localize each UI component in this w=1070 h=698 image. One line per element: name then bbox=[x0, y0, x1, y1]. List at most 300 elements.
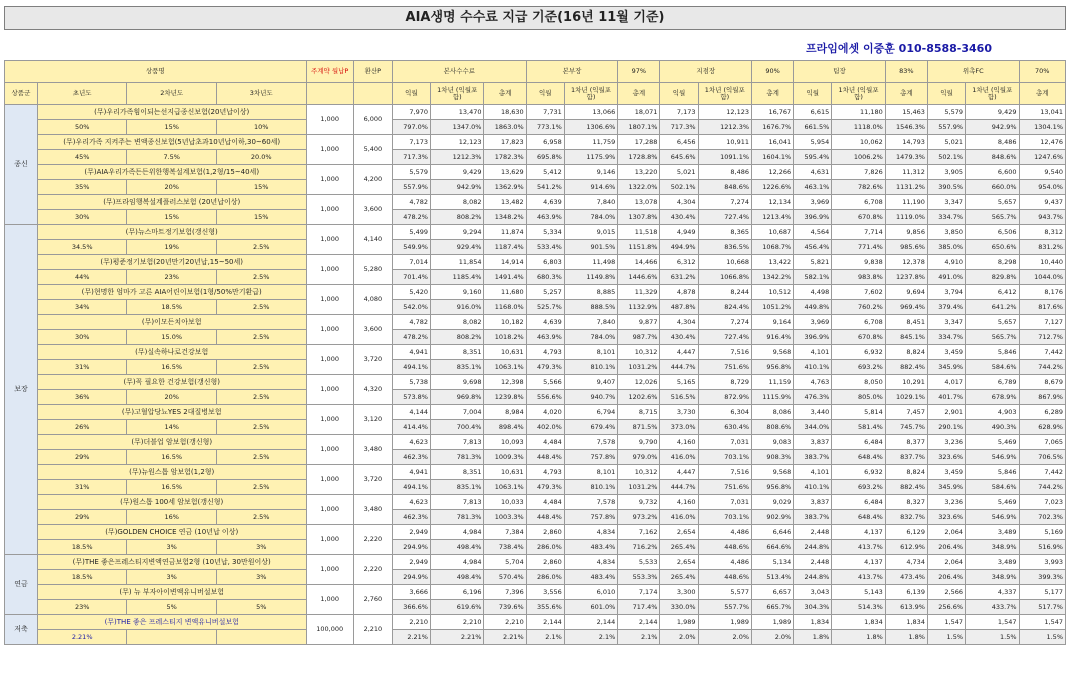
commission-amount: 2,654 bbox=[660, 555, 698, 570]
conversion-value: 3,600 bbox=[353, 195, 392, 225]
commission-rate: 985.6% bbox=[885, 240, 927, 255]
conversion-value: 5,400 bbox=[353, 135, 392, 165]
commission-amount: 4,484 bbox=[526, 435, 564, 450]
commission-rate: 1304.1% bbox=[1019, 120, 1065, 135]
category-label: 연금 bbox=[5, 555, 38, 615]
year-rate: 16% bbox=[127, 510, 217, 525]
product-name: (무)실속하나로건강보험 bbox=[37, 345, 306, 360]
product-rate-row bbox=[5, 450, 1066, 465]
product-rate-row bbox=[5, 570, 1066, 585]
commission-rate: 502.1% bbox=[927, 150, 965, 165]
commission-rate: 1807.1% bbox=[618, 120, 660, 135]
commission-amount: 9,160 bbox=[430, 285, 484, 300]
premium-value: 1,000 bbox=[306, 405, 353, 435]
commission-amount: 7,516 bbox=[698, 465, 752, 480]
commission-amount: 1,547 bbox=[966, 615, 1020, 630]
commission-rate: 330.0% bbox=[660, 600, 698, 615]
commission-rate: 969.4% bbox=[885, 300, 927, 315]
commission-rate: 650.6% bbox=[966, 240, 1020, 255]
commission-rate: 1187.4% bbox=[484, 240, 526, 255]
commission-rate: 345.9% bbox=[927, 480, 965, 495]
commission-rate: 619.6% bbox=[430, 600, 484, 615]
commission-amount: 7,442 bbox=[1019, 345, 1065, 360]
commission-rate: 808.2% bbox=[430, 210, 484, 225]
commission-amount: 14,914 bbox=[484, 255, 526, 270]
commission-amount: 14,793 bbox=[885, 135, 927, 150]
commission-rate: 448.6% bbox=[698, 540, 752, 555]
commission-rate: 872.9% bbox=[698, 390, 752, 405]
commission-rate: 665.7% bbox=[752, 600, 794, 615]
commission-amount: 11,518 bbox=[618, 225, 660, 240]
commission-amount: 4,486 bbox=[698, 555, 752, 570]
commission-amount: 7,714 bbox=[832, 225, 886, 240]
commission-amount: 6,196 bbox=[430, 585, 484, 600]
commission-amount: 2,860 bbox=[526, 525, 564, 540]
commission-amount: 5,021 bbox=[660, 165, 698, 180]
commission-rate: 487.8% bbox=[660, 300, 698, 315]
commission-amount: 6,484 bbox=[832, 435, 886, 450]
premium-value: 1,000 bbox=[306, 435, 353, 465]
product-row bbox=[5, 285, 1066, 300]
commission-rate: 323.6% bbox=[927, 450, 965, 465]
commission-amount: 9,877 bbox=[618, 315, 660, 330]
commission-rate: 294.9% bbox=[392, 540, 430, 555]
commission-amount: 3,969 bbox=[794, 195, 832, 210]
header-group-branch: 지점장 bbox=[660, 61, 752, 83]
category-label: 저축 bbox=[5, 615, 38, 645]
header-group-fc: 위촉FC bbox=[927, 61, 1019, 83]
commission-amount: 5,533 bbox=[618, 555, 660, 570]
commission-rate: 808.2% bbox=[430, 330, 484, 345]
commission-amount: 8,715 bbox=[618, 405, 660, 420]
commission-rate: 416.0% bbox=[660, 450, 698, 465]
commission-amount: 5,143 bbox=[832, 585, 886, 600]
commission-rate: 479.3% bbox=[526, 480, 564, 495]
header-group-director: 본부장 bbox=[526, 61, 618, 83]
commission-rate: 808.6% bbox=[752, 420, 794, 435]
commission-rate: 517.7% bbox=[1019, 600, 1065, 615]
header-sub-b: 1차년 (익월포함) bbox=[564, 83, 618, 105]
year-rate: 7.5% bbox=[127, 150, 217, 165]
commission-amount: 18,071 bbox=[618, 105, 660, 120]
commission-amount: 3,489 bbox=[966, 525, 1020, 540]
year-rate: 2.5% bbox=[216, 270, 306, 285]
product-rate-row bbox=[5, 330, 1066, 345]
commission-amount: 8,082 bbox=[430, 315, 484, 330]
commission-amount: 7,174 bbox=[618, 585, 660, 600]
commission-rate: 334.7% bbox=[927, 210, 965, 225]
commission-rate: 570.4% bbox=[484, 570, 526, 585]
commission-amount: 2,949 bbox=[392, 555, 430, 570]
commission-amount: 6,484 bbox=[832, 495, 886, 510]
commission-amount: 4,639 bbox=[526, 195, 564, 210]
commission-amount: 2,860 bbox=[526, 555, 564, 570]
commission-amount: 7,127 bbox=[1019, 315, 1065, 330]
commission-amount: 2,064 bbox=[927, 555, 965, 570]
year-rate: 18.5% bbox=[37, 570, 127, 585]
commission-rate: 1149.8% bbox=[564, 270, 618, 285]
commission-rate: 969.8% bbox=[430, 390, 484, 405]
commission-rate: 413.7% bbox=[832, 540, 886, 555]
commission-amount: 10,440 bbox=[1019, 255, 1065, 270]
year-rate: 5% bbox=[127, 600, 217, 615]
commission-amount: 8,312 bbox=[1019, 225, 1065, 240]
commission-amount: 3,993 bbox=[1019, 555, 1065, 570]
commission-rate: 831.2% bbox=[1019, 240, 1065, 255]
commission-rate: 463.9% bbox=[526, 210, 564, 225]
year-rate: 2.5% bbox=[216, 480, 306, 495]
commission-amount: 9,838 bbox=[832, 255, 886, 270]
product-rate-row bbox=[5, 540, 1066, 555]
commission-amount: 6,312 bbox=[660, 255, 698, 270]
commission-amount: 3,666 bbox=[392, 585, 430, 600]
commission-rate: 1131.2% bbox=[885, 180, 927, 195]
commission-rate: 784.0% bbox=[564, 330, 618, 345]
product-name: (무)이모든치아보험 bbox=[37, 315, 306, 330]
commission-amount: 4,834 bbox=[564, 525, 618, 540]
product-rate-row bbox=[5, 360, 1066, 375]
commission-amount: 4,878 bbox=[660, 285, 698, 300]
commission-rate: 871.5% bbox=[618, 420, 660, 435]
commission-rate: 2.1% bbox=[526, 630, 564, 645]
commission-rate: 1.8% bbox=[794, 630, 832, 645]
commission-amount: 4,144 bbox=[392, 405, 430, 420]
commission-amount: 9,015 bbox=[564, 225, 618, 240]
commission-rate: 1.8% bbox=[832, 630, 886, 645]
commission-rate: 1.5% bbox=[927, 630, 965, 645]
year-rate: 44% bbox=[37, 270, 127, 285]
commission-rate: 1237.8% bbox=[885, 270, 927, 285]
commission-amount: 11,159 bbox=[752, 375, 794, 390]
commission-amount: 5,704 bbox=[484, 555, 526, 570]
commission-rate: 1247.6% bbox=[1019, 150, 1065, 165]
commission-rate: 717.3% bbox=[392, 150, 430, 165]
commission-rate: 413.7% bbox=[832, 570, 886, 585]
commission-rate: 491.0% bbox=[927, 270, 965, 285]
commission-amount: 10,062 bbox=[832, 135, 886, 150]
commission-rate: 479.3% bbox=[526, 360, 564, 375]
commission-amount: 4,337 bbox=[966, 585, 1020, 600]
commission-rate: 483.4% bbox=[564, 570, 618, 585]
commission-rate: 943.7% bbox=[1019, 210, 1065, 225]
year-rate: 34% bbox=[37, 300, 127, 315]
year-rate: 3% bbox=[127, 570, 217, 585]
commission-amount: 2,448 bbox=[794, 525, 832, 540]
commission-amount: 2,949 bbox=[392, 525, 430, 540]
commission-rate: 456.4% bbox=[794, 240, 832, 255]
commission-rate: 2.1% bbox=[618, 630, 660, 645]
commission-amount: 12,398 bbox=[484, 375, 526, 390]
commission-amount: 5,579 bbox=[927, 105, 965, 120]
commission-amount: 4,793 bbox=[526, 465, 564, 480]
commission-amount: 6,506 bbox=[966, 225, 1020, 240]
year-rate: 31% bbox=[37, 480, 127, 495]
commission-rate: 584.6% bbox=[966, 480, 1020, 495]
commission-amount: 3,440 bbox=[794, 405, 832, 420]
commission-rate: 1168.0% bbox=[484, 300, 526, 315]
commission-amount: 5,257 bbox=[526, 285, 564, 300]
page-title: AIA생명 수수료 지급 기준(16년 11월 기준) bbox=[4, 6, 1066, 30]
year-rate: 30% bbox=[37, 330, 127, 345]
year-rate bbox=[127, 630, 217, 645]
commission-amount: 9,856 bbox=[885, 225, 927, 240]
conversion-value: 4,200 bbox=[353, 165, 392, 195]
commission-amount: 4,984 bbox=[430, 555, 484, 570]
year-rate: 29% bbox=[37, 450, 127, 465]
commission-rate: 738.4% bbox=[484, 540, 526, 555]
commission-amount: 1,834 bbox=[794, 615, 832, 630]
commission-amount: 12,026 bbox=[618, 375, 660, 390]
commission-amount: 5,169 bbox=[1019, 525, 1065, 540]
commission-amount: 5,954 bbox=[794, 135, 832, 150]
commission-rate: 739.6% bbox=[484, 600, 526, 615]
commission-rate: 1342.2% bbox=[752, 270, 794, 285]
commission-amount: 4,623 bbox=[392, 435, 430, 450]
commission-amount: 10,911 bbox=[698, 135, 752, 150]
commission-rate: 256.6% bbox=[927, 600, 965, 615]
commission-rate: 265.4% bbox=[660, 570, 698, 585]
year-rate: 2.5% bbox=[216, 450, 306, 465]
commission-rate: 2.1% bbox=[564, 630, 618, 645]
commission-amount: 6,010 bbox=[564, 585, 618, 600]
commission-amount: 4,564 bbox=[794, 225, 832, 240]
commission-rate: 757.8% bbox=[564, 510, 618, 525]
commission-amount: 3,837 bbox=[794, 495, 832, 510]
year-rate: 36% bbox=[37, 390, 127, 405]
year-rate: 2.5% bbox=[216, 420, 306, 435]
commission-rate: 433.7% bbox=[966, 600, 1020, 615]
product-rate-row bbox=[5, 210, 1066, 225]
commission-amount: 4,137 bbox=[832, 525, 886, 540]
commission-rate: 541.2% bbox=[526, 180, 564, 195]
year-rate: 19% bbox=[127, 240, 217, 255]
year-rate: 15% bbox=[127, 210, 217, 225]
product-rate-row bbox=[5, 300, 1066, 315]
product-name: (무)우리가족 지켜주는 변액종신보험(5년납초과10년납이하,30~60세) bbox=[37, 135, 306, 150]
commission-amount: 8,984 bbox=[484, 405, 526, 420]
commission-rate: 290.1% bbox=[927, 420, 965, 435]
product-rate-row bbox=[5, 420, 1066, 435]
commission-amount: 8,351 bbox=[430, 465, 484, 480]
commission-amount: 11,498 bbox=[564, 255, 618, 270]
commission-amount: 4,834 bbox=[564, 555, 618, 570]
commission-rate: 494.1% bbox=[392, 360, 430, 375]
commission-amount: 10,687 bbox=[752, 225, 794, 240]
commission-amount: 5,469 bbox=[966, 495, 1020, 510]
commission-rate: 294.9% bbox=[392, 570, 430, 585]
commission-rate: 584.6% bbox=[966, 360, 1020, 375]
commission-rate: 695.8% bbox=[526, 150, 564, 165]
commission-amount: 1,989 bbox=[752, 615, 794, 630]
commission-rate: 498.4% bbox=[430, 540, 484, 555]
premium-value: 1,000 bbox=[306, 315, 353, 345]
product-row bbox=[5, 165, 1066, 180]
commission-amount: 12,378 bbox=[885, 255, 927, 270]
commission-amount: 4,498 bbox=[794, 285, 832, 300]
commission-rate: 448.4% bbox=[526, 510, 564, 525]
commission-amount: 4,793 bbox=[526, 345, 564, 360]
commission-amount: 8,244 bbox=[698, 285, 752, 300]
commission-rate: 956.8% bbox=[752, 480, 794, 495]
commission-amount: 13,470 bbox=[430, 105, 484, 120]
commission-rate: 648.4% bbox=[832, 450, 886, 465]
commission-rate: 693.2% bbox=[832, 360, 886, 375]
commission-amount: 5,412 bbox=[526, 165, 564, 180]
commission-amount: 13,482 bbox=[484, 195, 526, 210]
commission-rate: 1491.4% bbox=[484, 270, 526, 285]
commission-rate: 1066.8% bbox=[698, 270, 752, 285]
commission-rate: 630.4% bbox=[698, 420, 752, 435]
year-rate: 2.5% bbox=[216, 510, 306, 525]
commission-rate: 706.5% bbox=[1019, 450, 1065, 465]
premium-value: 1,000 bbox=[306, 255, 353, 285]
commission-rate: 542.0% bbox=[392, 300, 430, 315]
commission-amount: 5,657 bbox=[966, 195, 1020, 210]
commission-amount: 4,941 bbox=[392, 465, 430, 480]
commission-amount: 6,139 bbox=[885, 585, 927, 600]
commission-amount: 11,854 bbox=[430, 255, 484, 270]
commission-amount: 5,579 bbox=[392, 165, 430, 180]
commission-amount: 11,190 bbox=[885, 195, 927, 210]
commission-rate: 751.6% bbox=[698, 480, 752, 495]
commission-rate: 473.4% bbox=[885, 570, 927, 585]
commission-rate: 1212.3% bbox=[430, 150, 484, 165]
commission-amount: 7,162 bbox=[618, 525, 660, 540]
commission-table bbox=[4, 60, 1066, 645]
commission-amount: 2,210 bbox=[484, 615, 526, 630]
commission-amount: 10,631 bbox=[484, 345, 526, 360]
commission-amount: 6,708 bbox=[832, 195, 886, 210]
conversion-value: 3,120 bbox=[353, 405, 392, 435]
commission-rate: 595.4% bbox=[794, 150, 832, 165]
commission-amount: 4,984 bbox=[430, 525, 484, 540]
commission-amount: 7,442 bbox=[1019, 465, 1065, 480]
commission-rate: 1115.9% bbox=[752, 390, 794, 405]
product-row bbox=[5, 135, 1066, 150]
year-rate: 20% bbox=[127, 180, 217, 195]
commission-amount: 13,066 bbox=[564, 105, 618, 120]
commission-rate: 1044.0% bbox=[1019, 270, 1065, 285]
product-row bbox=[5, 405, 1066, 420]
header-blank bbox=[306, 83, 353, 105]
commission-amount: 2,210 bbox=[392, 615, 430, 630]
commission-rate: 1.8% bbox=[885, 630, 927, 645]
commission-amount: 4,910 bbox=[927, 255, 965, 270]
commission-rate: 430.4% bbox=[660, 210, 698, 225]
commission-amount: 8,377 bbox=[885, 435, 927, 450]
commission-rate: 206.4% bbox=[927, 540, 965, 555]
product-name: (무)THE 좋은프레스티지변액연금보험2형 (10년납, 30만원이상) bbox=[37, 555, 306, 570]
commission-amount: 3,969 bbox=[794, 315, 832, 330]
commission-amount: 7,014 bbox=[392, 255, 430, 270]
header-sub-c: 총계 bbox=[752, 83, 794, 105]
commission-rate: 1003.3% bbox=[484, 510, 526, 525]
commission-rate: 448.6% bbox=[698, 570, 752, 585]
commission-amount: 10,631 bbox=[484, 465, 526, 480]
commission-amount: 1,989 bbox=[660, 615, 698, 630]
year-rate: 50% bbox=[37, 120, 127, 135]
year-rate: 14% bbox=[127, 420, 217, 435]
commission-rate: 565.7% bbox=[966, 330, 1020, 345]
commission-rate: 483.4% bbox=[564, 540, 618, 555]
commission-rate: 1604.1% bbox=[752, 150, 794, 165]
year-rate: 15% bbox=[127, 120, 217, 135]
commission-amount: 7,031 bbox=[698, 435, 752, 450]
commission-rate: 476.3% bbox=[794, 390, 832, 405]
commission-rate: 390.5% bbox=[927, 180, 965, 195]
commission-rate: 383.7% bbox=[794, 450, 832, 465]
commission-amount: 3,347 bbox=[927, 315, 965, 330]
commission-amount: 10,093 bbox=[484, 435, 526, 450]
commission-amount: 10,033 bbox=[484, 495, 526, 510]
commission-rate: 478.2% bbox=[392, 330, 430, 345]
premium-value: 1,000 bbox=[306, 105, 353, 135]
premium-value: 1,000 bbox=[306, 465, 353, 495]
conversion-value: 2,220 bbox=[353, 525, 392, 555]
commission-rate: 882.4% bbox=[885, 360, 927, 375]
commission-rate: 533.4% bbox=[526, 240, 564, 255]
commission-amount: 6,129 bbox=[885, 525, 927, 540]
header-sub-b: 1차년 (익월포함) bbox=[832, 83, 886, 105]
commission-rate: 565.7% bbox=[966, 210, 1020, 225]
commission-amount: 9,732 bbox=[618, 495, 660, 510]
commission-rate: 414.4% bbox=[392, 420, 430, 435]
commission-amount: 5,134 bbox=[752, 555, 794, 570]
commission-rate: 516.9% bbox=[1019, 540, 1065, 555]
premium-value: 1,000 bbox=[306, 225, 353, 255]
commission-rate: 265.4% bbox=[660, 540, 698, 555]
product-row bbox=[5, 315, 1066, 330]
commission-rate: 1018.2% bbox=[484, 330, 526, 345]
product-row bbox=[5, 495, 1066, 510]
commission-rate: 498.4% bbox=[430, 570, 484, 585]
commission-rate: 1118.0% bbox=[832, 120, 886, 135]
conversion-value: 3,720 bbox=[353, 345, 392, 375]
commission-rate: 513.4% bbox=[752, 570, 794, 585]
commission-amount: 12,123 bbox=[698, 105, 752, 120]
year-rate: 23% bbox=[127, 270, 217, 285]
commission-amount: 4,486 bbox=[698, 525, 752, 540]
commission-rate: 784.0% bbox=[564, 210, 618, 225]
commission-amount: 8,101 bbox=[564, 345, 618, 360]
commission-amount: 4,484 bbox=[526, 495, 564, 510]
product-row bbox=[5, 255, 1066, 270]
commission-amount: 7,274 bbox=[698, 195, 752, 210]
commission-rate: 805.0% bbox=[832, 390, 886, 405]
year-rate: 18.5% bbox=[37, 540, 127, 555]
year-rate: 29% bbox=[37, 510, 127, 525]
commission-rate: 557.9% bbox=[927, 120, 965, 135]
commission-amount: 15,463 bbox=[885, 105, 927, 120]
commission-amount: 7,384 bbox=[484, 525, 526, 540]
commission-rate: 463.9% bbox=[526, 330, 564, 345]
commission-amount: 3,347 bbox=[927, 195, 965, 210]
commission-rate: 286.0% bbox=[526, 570, 564, 585]
commission-rate: 744.2% bbox=[1019, 360, 1065, 375]
commission-rate: 373.0% bbox=[660, 420, 698, 435]
conversion-value: 4,320 bbox=[353, 375, 392, 405]
commission-amount: 2,566 bbox=[927, 585, 965, 600]
commission-rate: 661.5% bbox=[794, 120, 832, 135]
year-rate: 20% bbox=[127, 390, 217, 405]
header-rate-fc: 70% bbox=[1019, 61, 1065, 83]
product-name: (무)GOLDEN CHOICE 연금 (10년납 이상) bbox=[37, 525, 306, 540]
product-name: (무)AIA우리가족든든위한행복설계보험(1,2형/15~40세) bbox=[37, 165, 306, 180]
commission-amount: 3,489 bbox=[966, 555, 1020, 570]
commission-amount: 9,429 bbox=[430, 165, 484, 180]
commission-amount: 6,615 bbox=[794, 105, 832, 120]
commission-rate: 645.6% bbox=[660, 150, 698, 165]
